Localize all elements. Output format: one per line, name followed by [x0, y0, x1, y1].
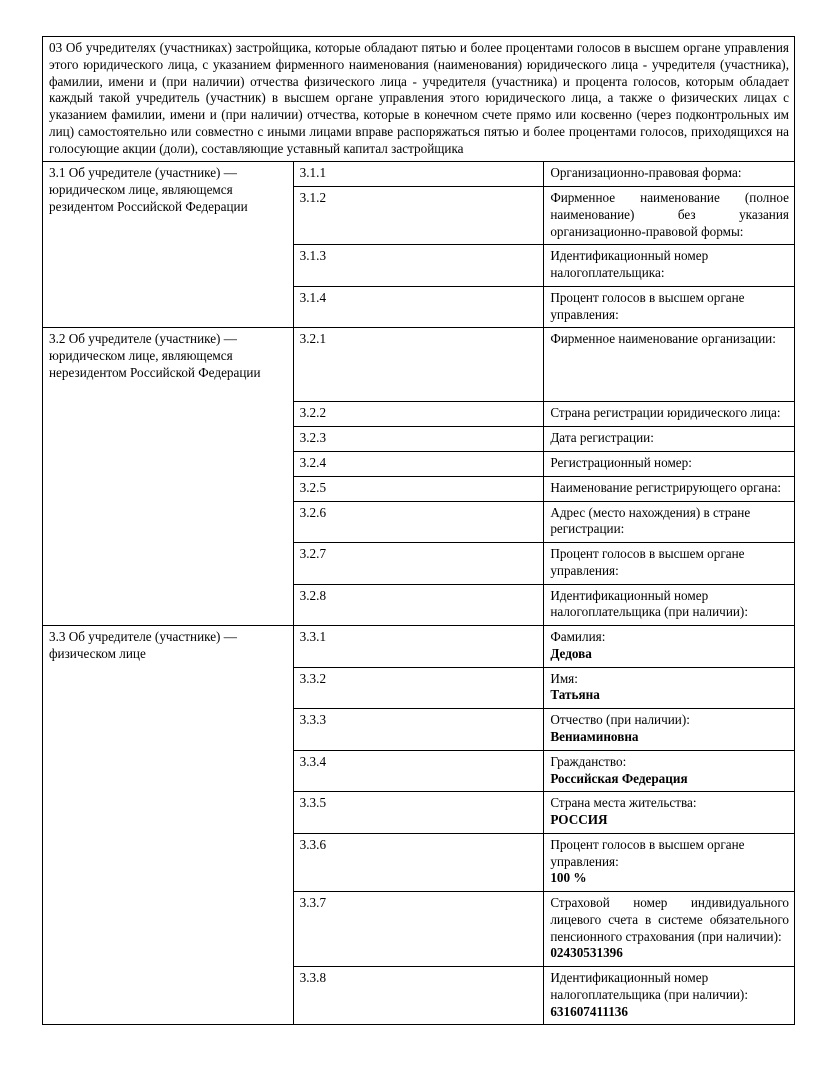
- row-content: [544, 892, 795, 967]
- field-label: Дата регистрации:: [550, 430, 654, 446]
- field-value: РОССИЯ: [550, 812, 608, 828]
- row-content: [544, 584, 795, 626]
- field-label: Страна места жительства:: [550, 795, 697, 811]
- field-label: Идентификационный номер налогоплательщика (при наличии):: [550, 587, 748, 620]
- field-value: 100 %: [550, 870, 587, 886]
- field-label: Процент голосов в высшем органе управления:: [550, 289, 745, 322]
- row-content: [544, 501, 795, 543]
- row-content: [544, 709, 795, 751]
- row-number: 3.3.8: [293, 967, 544, 1025]
- row-content: [544, 187, 795, 245]
- row-number: 3.3.2: [293, 667, 544, 709]
- field-label: Фирменное наименование (полное наименование) без указания организационно-правовой формы:: [550, 190, 789, 239]
- row-number: 3.3.1: [293, 626, 544, 668]
- field-value: 631607411136: [550, 1003, 628, 1019]
- row-content: [544, 967, 795, 1025]
- row-number: 3.2.8: [293, 584, 544, 626]
- section-header-text: 03 Об учредителях (участниках) застройщика, которые обладают пятью и более процентами голосов в высшем органе управления этого юридического лица, с указанием фирменного наименования (наименования) юридического лица - учредителя (участника), фамилии, имени и (при наличии) отчества физического лица - учредителя (участника) и процента голосов, которым обладает каждый такой учредитель (участник) в высшем органе управления этого юридического лица, а также о физических лицах с указанием фамилии, имени и (при наличии) отчества, которые в конечном счете прямо или косвенно (через подконтрольных им лиц) самостоятельно или совместно с иными лицами вправе распоряжаться пятью и более процентами голосов, приходящихся на голосующие акции (доли), составляющие уставный капитал застройщика: [43, 37, 795, 162]
- group-title-3-1: 3.1 Об учредителе (участнике) — юридическом лице, являющемся резидентом Российской Федерации: [43, 162, 294, 328]
- table-row: [43, 162, 795, 187]
- field-label: Процент голосов в высшем органе управления:: [550, 546, 745, 578]
- row-content: [544, 452, 795, 477]
- row-number: 3.3.6: [293, 833, 544, 891]
- field-value: Российская Федерация: [550, 770, 688, 786]
- row-number: 3.3.3: [293, 709, 544, 751]
- row-content: [544, 833, 795, 891]
- field-label: Страховой номер индивидуального лицевого счета в системе обязательного пенсионного страхования (при наличии):: [550, 895, 789, 944]
- field-value: Дедова: [550, 645, 592, 661]
- row-content: [544, 328, 795, 402]
- field-value: Вениаминовна: [550, 728, 639, 744]
- row-number: 3.2.7: [293, 543, 544, 585]
- field-label: Регистрационный номер:: [550, 455, 692, 471]
- founders-table: [42, 36, 795, 1025]
- row-number: 3.2.2: [293, 402, 544, 427]
- row-content: [544, 245, 795, 287]
- field-label: Адрес (место нахождения) в стране регистрации:: [550, 504, 751, 537]
- row-number: 3.2.6: [293, 501, 544, 543]
- table-row-section-header: [43, 37, 795, 162]
- field-value: Татьяна: [550, 687, 600, 703]
- field-label: Фирменное наименование организации:: [550, 331, 776, 347]
- row-content: [544, 476, 795, 501]
- field-label: Наименование регистрирующего органа:: [550, 479, 781, 495]
- field-label: Отчество (при наличии):: [550, 712, 690, 728]
- group-title-3-2: 3.2 Об учредителе (участнике) — юридическом лице, являющемся нерезидентом Российской Федерации: [43, 328, 294, 626]
- row-number: 3.2.3: [293, 427, 544, 452]
- field-label: Фамилия:: [550, 629, 606, 645]
- row-number: 3.1.1: [293, 162, 544, 187]
- row-content: [544, 792, 795, 834]
- field-label: Имя:: [550, 670, 578, 686]
- group-title-3-3: 3.3 Об учредителе (участнике) — физическом лице: [43, 626, 294, 1025]
- row-content: [544, 402, 795, 427]
- field-label: Процент голосов в высшем органе управления:: [550, 836, 745, 869]
- row-content: [544, 286, 795, 328]
- row-number: 3.1.2: [293, 187, 544, 245]
- row-number: 3.2.5: [293, 476, 544, 501]
- field-label: Организационно-правовая форма:: [550, 165, 742, 181]
- row-number: 3.1.4: [293, 286, 544, 328]
- row-content: [544, 543, 795, 585]
- row-content: [544, 162, 795, 187]
- field-label: Идентификационный номер налогоплательщика (при наличии):: [550, 970, 748, 1002]
- row-number: 3.3.7: [293, 892, 544, 967]
- row-number: 3.3.5: [293, 792, 544, 834]
- field-value: 02430531396: [550, 945, 623, 961]
- table-row: [43, 626, 795, 668]
- row-number: 3.3.4: [293, 750, 544, 792]
- field-label: Страна регистрации юридического лица:: [550, 405, 781, 421]
- row-number: 3.2.4: [293, 452, 544, 477]
- row-content: [544, 626, 795, 668]
- row-number: 3.2.1: [293, 328, 544, 402]
- field-label: Идентификационный номер налогоплательщика:: [550, 248, 709, 281]
- row-content: [544, 667, 795, 709]
- field-label: Гражданство:: [550, 753, 627, 769]
- row-number: 3.1.3: [293, 245, 544, 287]
- row-content: [544, 427, 795, 452]
- row-content: [544, 750, 795, 792]
- table-row: [43, 328, 795, 402]
